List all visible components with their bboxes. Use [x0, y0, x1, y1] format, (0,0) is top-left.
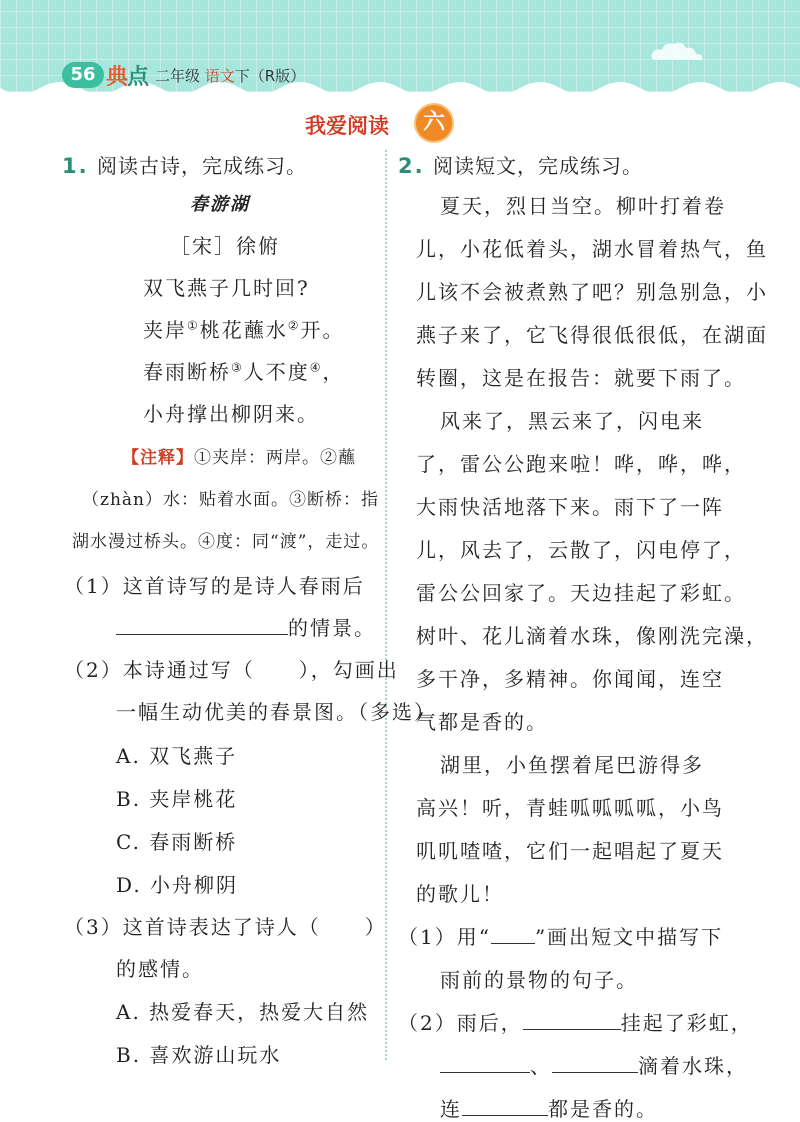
right-subquestion-2-d: 滴着水珠，	[638, 1054, 748, 1078]
note-text-1: ①夹岸：两岸。②蘸	[194, 448, 356, 468]
right-subquestion-2-line-1	[398, 1007, 753, 1036]
note-line-1	[122, 443, 356, 468]
section-title: 我爱阅读	[305, 114, 389, 138]
question-1-title: 阅读古诗，完成练习。	[96, 154, 307, 178]
section-number-badge: 六	[416, 105, 452, 141]
passage-line-8: 大雨快活地落下来。雨下了一阵	[416, 495, 724, 519]
poem-line-3-c: ，	[322, 360, 345, 384]
poem-line-2-a: 夹岸	[143, 318, 187, 342]
note-line-3: 湖水漫过桥头。④度：同“渡”，走过。	[72, 532, 380, 552]
passage-line-1: 夏天，烈日当空。柳叶打着卷	[440, 194, 726, 218]
question-1-heading	[62, 150, 307, 179]
subquestion-3-option-b[interactable]: B. 喜欢游山玩水	[116, 1043, 282, 1067]
subquestion-3-line-1: （3）这首诗表达了诗人（ ）	[64, 915, 387, 939]
subquestion-3-line-2: 的感情。	[116, 957, 204, 981]
book-subject	[155, 65, 305, 86]
answer-blank-rainbow[interactable]	[523, 1009, 621, 1030]
passage-line-12: 多干净，多精神。你闻闻，连空	[416, 667, 724, 691]
brand-main: 典	[106, 65, 128, 90]
poem-author: ［宋］徐俯	[170, 234, 280, 258]
subquestion-2-line-2: 一幅生动优美的春景图。（多选）	[116, 700, 436, 724]
passage-line-14: 湖里，小鱼摆着尾巴游得多	[440, 753, 704, 777]
passage-line-16: 叽叽喳喳，它们一起唱起了夏天	[416, 839, 724, 863]
subquestion-2-line-1: （2）本诗通过写（ ），勾画出	[64, 658, 399, 682]
passage-line-17: 的歌儿！	[416, 882, 504, 906]
right-subquestion-2-a: （2）雨后，	[398, 1011, 523, 1035]
right-subquestion-2-f: 都是香的。	[548, 1097, 658, 1121]
page-number: 56	[62, 62, 104, 88]
answer-blank-fragrant[interactable]	[462, 1095, 548, 1116]
subject-label: 语文	[204, 67, 235, 85]
subquestion-1-tail: 的情景。	[288, 616, 376, 640]
poem-line-3-b: 人不度	[243, 360, 310, 384]
answer-blank-water-1[interactable]	[440, 1052, 530, 1073]
passage-line-6: 风来了，黑云来了，闪电来	[440, 409, 704, 433]
footnote-mark-1: ①	[187, 318, 200, 333]
question-2-number: 2.	[398, 154, 425, 178]
right-subquestion-1-a: （1）用“	[398, 925, 491, 949]
right-subquestion-1-b: ”画出短文中描写下	[534, 925, 724, 949]
right-subquestion-2-c: 、	[530, 1054, 552, 1078]
cloud-icon	[648, 38, 708, 68]
volume-label: 下（R版）	[234, 67, 306, 85]
poem-line-2	[143, 314, 345, 343]
passage-line-5: 转圈，这是在报告：就要下雨了。	[416, 366, 746, 390]
subquestion-1-line-2	[116, 612, 376, 641]
answer-blank-water-2[interactable]	[552, 1052, 638, 1073]
poem-line-4: 小舟撑出柳阴来。	[143, 402, 319, 426]
right-subquestion-2-line-2	[440, 1050, 748, 1079]
poem-line-3	[143, 356, 345, 385]
option-b[interactable]: B. 夹岸桃花	[116, 787, 238, 811]
passage-line-11: 树叶、花儿滴着水珠，像刚洗完澡，	[416, 624, 768, 648]
passage-line-13: 气都是香的。	[416, 710, 548, 734]
right-subquestion-1-line-2: 雨前的景物的句子。	[440, 968, 638, 992]
passage-line-7: 了，雷公公跑来啦！哗，哗，哗，	[416, 452, 746, 476]
note-tag: 【注释】	[122, 448, 194, 468]
passage-line-10: 雷公公回家了。天边挂起了彩虹。	[416, 581, 746, 605]
poem-line-2-b: 桃花蘸水	[199, 318, 288, 342]
brand-sub: 点	[127, 65, 149, 90]
right-subquestion-2-b: 挂起了彩虹，	[620, 1011, 753, 1035]
note-line-2: （zhàn）水：贴着水面。③断桥：指	[82, 490, 379, 510]
underline-sample	[491, 923, 535, 944]
grade-label: 二年级	[155, 67, 205, 85]
passage-line-2: 儿，小花低着头，湖水冒着热气，鱼	[416, 237, 768, 261]
right-subquestion-1-line-1	[398, 921, 723, 950]
passage-line-15: 高兴！听，青蛙呱呱呱呱，小鸟	[416, 796, 724, 820]
question-2-title: 阅读短文，完成练习。	[432, 154, 643, 178]
subquestion-1-line-1: （1）这首诗写的是诗人春雨后	[64, 574, 365, 598]
answer-blank-1[interactable]	[116, 614, 288, 635]
option-d[interactable]: D. 小舟柳阴	[116, 873, 239, 897]
passage-line-3: 儿该不会被煮熟了吧？别急别急，小	[416, 280, 768, 304]
question-1-number: 1.	[62, 154, 89, 178]
footnote-mark-2: ②	[287, 318, 301, 333]
right-subquestion-2-e: 连	[440, 1097, 462, 1121]
poem-title: 春游湖	[190, 194, 250, 215]
question-2-heading	[398, 150, 643, 179]
option-a[interactable]: A. 双飞燕子	[116, 744, 238, 768]
footnote-mark-4: ④	[309, 360, 323, 375]
footnote-mark-3: ③	[231, 360, 244, 375]
option-c[interactable]: C. 春雨断桥	[116, 830, 238, 854]
passage-line-9: 儿，风去了，云散了，闪电停了，	[416, 538, 746, 562]
right-subquestion-2-line-3	[440, 1093, 658, 1122]
brand-logo	[106, 60, 148, 91]
poem-line-2-c: 开。	[300, 318, 345, 342]
poem-line-3-a: 春雨断桥	[143, 360, 231, 384]
subquestion-3-option-a[interactable]: A. 热爱春天，热爱大自然	[116, 1000, 370, 1024]
passage-line-4: 燕子来了，它飞得很低很低，在湖面	[416, 323, 768, 347]
poem-line-1: 双飞燕子几时回?	[143, 276, 310, 300]
